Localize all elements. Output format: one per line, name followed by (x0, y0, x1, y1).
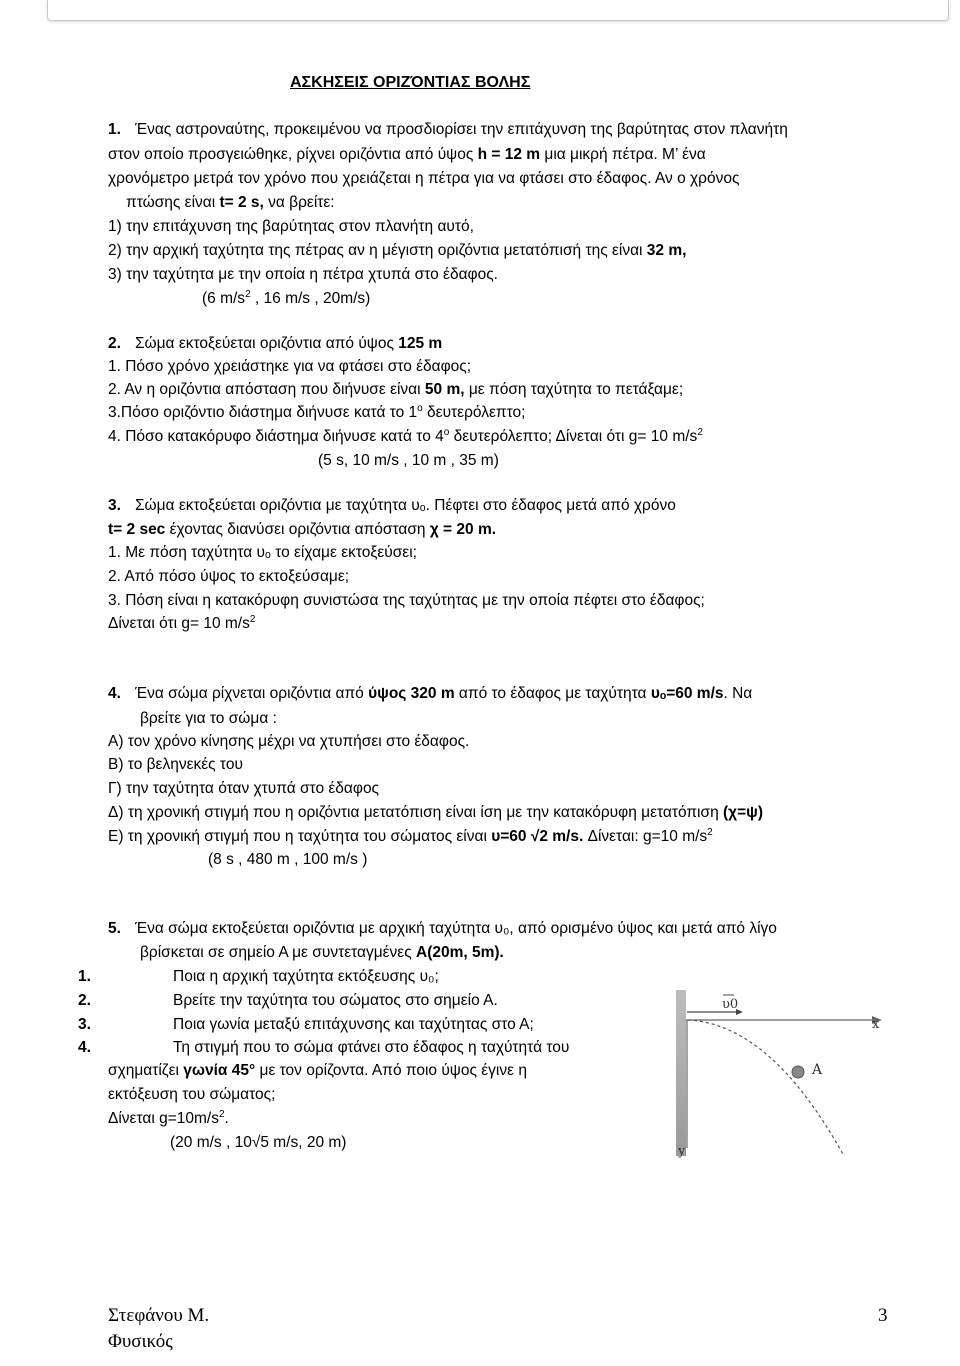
exercise-5-number: 5. (108, 920, 121, 937)
exercise-4-question-c: Γ) την ταχύτητα όταν χτυπά στο έδαφος (108, 780, 380, 797)
exercise-2-question-1: 1. Πόσο χρόνο χρειάστηκε για να φτάσει στο έδαφος; (108, 358, 472, 375)
exercise-5-line-1: 5. Ένα σώμα εκτοξεύεται οριζόντια με αρχική ταχύτητα υ₀, από ορισμένο ύψος και μετά από λίγο (108, 920, 777, 937)
projectile-diagram (676, 988, 900, 1160)
exercise-5-q1-number: 1. (78, 968, 91, 985)
exercise-5-q3-number: 3. (78, 1016, 91, 1033)
exercise-1-question-1: 1) την επιτάχυνση της βαρύτητας στον πλανήτη αυτό, (108, 218, 474, 235)
trajectory-curve (688, 1020, 844, 1156)
exercise-5-q4-number: 4. (78, 1039, 91, 1056)
exercise-1-question-2: 2) την αρχική ταχύτητα της πέτρας αν η μέγιστη οριζόντια μετατόπισή της είναι 32 m, (108, 242, 687, 259)
exercise-3-number: 3. (108, 497, 121, 514)
footer-role: Φυσικός (108, 1331, 173, 1352)
exercise-1-line-4: πτώσης είναι t= 2 s, να βρείτε: (126, 194, 335, 211)
exercise-4-question-b: Β) το βεληνεκές του (108, 756, 243, 773)
exercise-4-line-1: 4. Ένα σώμα ρίχνεται οριζόντια από ύψος 320 m από το έδαφος με ταχύτητα υₒ=60 m/s. Να (108, 685, 753, 702)
exercise-4-question-d: Δ) τη χρονική στιγμή που η οριζόντια μετατόπιση είναι ίση με την κατακόρυφη μετατόπιση (χ=ψ) (108, 804, 763, 821)
page-number: 3 (878, 1305, 888, 1326)
exercise-5-question-4-line-3: εκτόξευση του σώματος; (108, 1086, 276, 1103)
exercise-5-q2-number: 2. (78, 992, 91, 1009)
exercise-5-question-4-line-2: σχηματίζει γωνία 45° με τον ορίζοντα. Από ποιο ύψος έγινε η (108, 1062, 527, 1079)
wall (676, 990, 686, 1156)
exercise-3-question-3: 3. Πόση είναι η κατακόρυφη συνιστώσα της ταχύτητας με την οποία πέφτει στο έδαφος; (108, 592, 705, 609)
exercise-5-answer: (20 m/s , 10√5 m/s, 20 m) (170, 1134, 347, 1151)
exercise-4-answer: (8 s , 480 m , 100 m/s ) (208, 851, 368, 868)
exercise-1-line-3: χρονόμετρο μετρά τον χρόνο που χρειάζεται η πέτρα για να φτάσει στο έδαφος. Αν ο χρόνος (108, 170, 740, 187)
exercise-1-line-2: στον οποίο προσγειώθηκε, ρίχνει οριζόντια από ύψος h = 12 m μια μικρή πέτρα. Μ’ ένα (108, 146, 706, 163)
exercise-1-question-3: 3) την ταχύτητα με την οποία η πέτρα χτυπά στο έδαφος. (108, 266, 498, 283)
exercise-1-number: 1. (108, 121, 121, 138)
x-axis-label: x (872, 1017, 880, 1032)
exercise-5-line-2: βρίσκεται σε σημείο Α με συντεταγμένες Α(20m, 5m). (140, 944, 504, 961)
exercise-2-question-4: 4. Πόσο κατακόρυφο διάστημα διήνυσε κατά το $4^o$ δευτερόλεπτο; Δίνεται ότι g= 10 $m/s^2$ (108, 426, 703, 445)
exercise-5-given: Δίνεται $g=10m/s^2$. (108, 1108, 229, 1127)
exercise-5-question-3: Ποια γωνία μεταξύ επιτάχυνσης και ταχύτητας στο Α; (173, 1016, 534, 1033)
exercise-3-question-1: 1. Με πόση ταχύτητα υₒ το είχαμε εκτοξεύσει; (108, 544, 417, 561)
exercise-3-line-2: t= 2 sec έχοντας διανύσει οριζόντια απόσταση χ = 20 m. (108, 521, 497, 538)
exercise-4-line-2: βρείτε για το σώμα : (140, 710, 277, 727)
exercise-2-question-3: 3.Πόσο οριζόντιο διάστημα διήνυσε κατά το $1^o$ δευτερόλεπτο; (108, 402, 526, 421)
exercise-3-question-2: 2. Από πόσο ύψος το εκτοξεύσαμε; (108, 568, 350, 585)
exercise-1-answer: (6 $m/s^2$ , 16 m/s , 20m/s) (202, 288, 371, 307)
exercise-2-answer: (5 s, 10 m/s , 10 m , 35 m) (318, 452, 499, 469)
point-a-label: A (812, 1062, 823, 1078)
exercise-5-question-4: Τη στιγμή που το σώμα φτάνει στο έδαφος η ταχύτητά του (173, 1039, 570, 1056)
exercise-5-question-2: Βρείτε την ταχύτητα του σώματος στο σημείο Α. (173, 992, 498, 1009)
exercise-2-line-1: 2. Σώμα εκτοξεύεται οριζόντια από ύψος 125 m (108, 335, 443, 352)
y-axis-label: y (678, 1144, 686, 1159)
exercise-4-question-e: Ε) τη χρονική στιγμή που η ταχύτητα του σώματος είναι υ=60 √2 m/s. Δίνεται: g=10 $m/s^2$ (108, 826, 713, 845)
exercise-2-number: 2. (108, 335, 121, 352)
exercise-2-question-2: 2. Αν η οριζόντια απόσταση που διήνυσε είναι 50 m, με πόση ταχύτητα το πετάξαμε; (108, 381, 684, 398)
exercise-3-given: Δίνεται ότι g= 10 $m/s^2$ (108, 613, 256, 632)
exercise-1-line-1: 1. Ένας αστροναύτης, προκειμένου να προσδιορίσει την επιτάχυνση της βαρύτητας στον πλανήτη (108, 121, 788, 138)
velocity-label: υ0 (722, 997, 739, 1012)
exercise-4-number: 4. (108, 685, 121, 702)
exercise-3-line-1: 3. Σώμα εκτοξεύεται οριζόντια με ταχύτητα υₒ. Πέφτει στο έδαφος μετά από χρόνο (108, 497, 676, 514)
footer-author: Στεφάνου Μ. (108, 1305, 210, 1326)
page-title: ΑΣΚΗΣΕΙΣ ΟΡΙΖΌΝΤΙΑΣ ΒΟΛΗΣ (290, 74, 531, 91)
page-border (47, 0, 949, 21)
exercise-4-question-a: Α) τον χρόνο κίνησης μέχρι να χτυπήσει στο έδαφος. (108, 733, 470, 750)
exercise-5-question-1: Ποια η αρχική ταχύτητα εκτόξευσης υ₀; (173, 968, 439, 985)
point-a-marker (792, 1066, 804, 1078)
